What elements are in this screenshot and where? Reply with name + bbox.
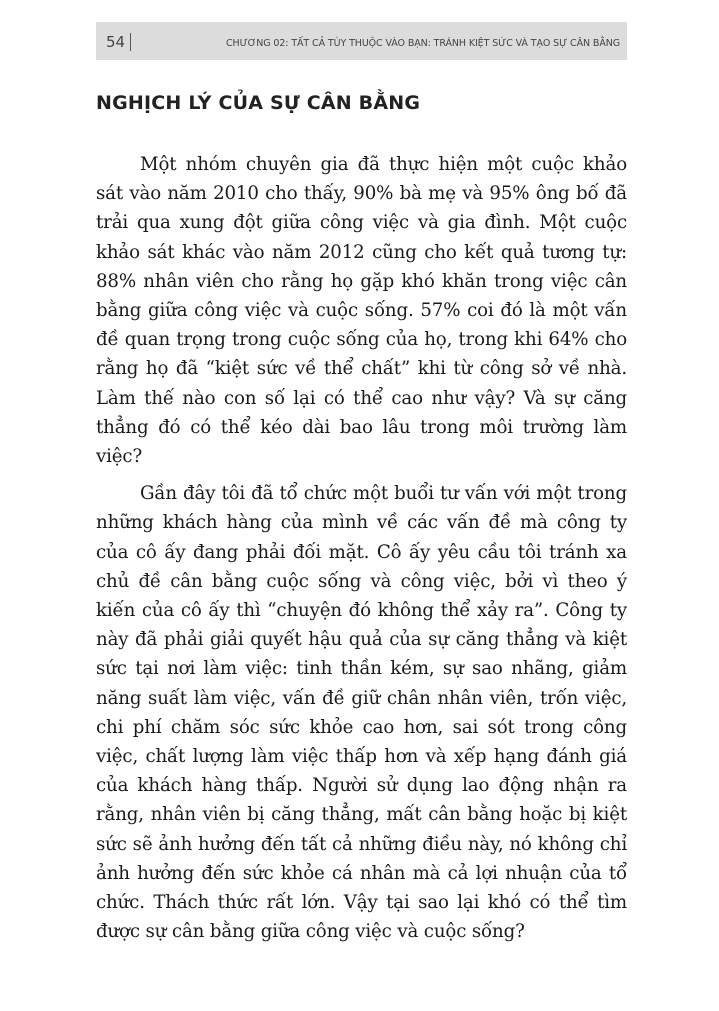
section-title: NGHỊCH LÝ CỦA SỰ CÂN BẰNG <box>96 92 421 114</box>
page-number: 54 <box>106 33 126 51</box>
body-text <box>96 150 627 946</box>
header-divider <box>130 33 131 51</box>
paragraph: Một nhóm chuyên gia đã thực hiện một cuộc khảo sát vào năm 2010 cho thấy, 90% bà mẹ và 95% ông bố đã trải qua xung đột giữa công việc và gia đình. Một cuộc khảo sát khác vào năm 2012 cũng cho kết quả tương tự: 88% nhân viên cho rằng họ gặp khó khăn trong việc cân bằng giữa công việc và cuộc sống. 57% coi đó là một vấn đề quan trọng trong cuộc sống của họ, trong khi 64% cho rằng họ đã “kiệt sức về thể chất” khi từ công sở về nhà. Làm thế nào con số lại có thể cao như vậy? Và sự căng thẳng đó có thể kéo dài bao lâu trong môi trường làm việc? <box>96 154 627 468</box>
running-header-title: CHƯƠNG 02: TẤT CẢ TÙY THUỘC VÀO BẠN: TRÁNH KIỆT SỨC VÀ TẠO SỰ CÂN BẰNG <box>226 38 620 49</box>
paragraph: Gần đây tôi đã tổ chức một buổi tư vấn với một trong những khách hàng của mình về các vấn đề mà công ty của cô ấy đang phải đối mặt. Cô ấy yêu cầu tôi tránh xa chủ đề cân bằng cuộc sống và công việc, bởi vì theo ý kiến của cô ấy thì “chuyện đó không thể xảy ra”. Công ty này đã phải giải quyết hậu quả của sự căng thẳng và kiệt sức tại nơi làm việc: tinh thần kém, sự sao nhãng, giảm năng suất làm việc, vấn đề giữ chân nhân viên, trốn việc, chi phí chăm sóc sức khỏe cao hơn, sai sót trong công việc, chất lượng làm việc thấp hơn và xếp hạng đánh giá của khách hàng thấp. Người sử dụng lao động nhận ra rằng, nhân viên bị căng thẳng, mất cân bằng hoặc bị kiệt sức sẽ ảnh hưởng đến tất cả những điều này, nó không chỉ ảnh hưởng đến sức khỏe cá nhân mà cả lợi nhuận của tổ chức. Thách thức rất lớn. Vậy tại sao lại khó có thể tìm được sự cân bằng giữa công việc và cuộc sống? <box>96 483 627 943</box>
